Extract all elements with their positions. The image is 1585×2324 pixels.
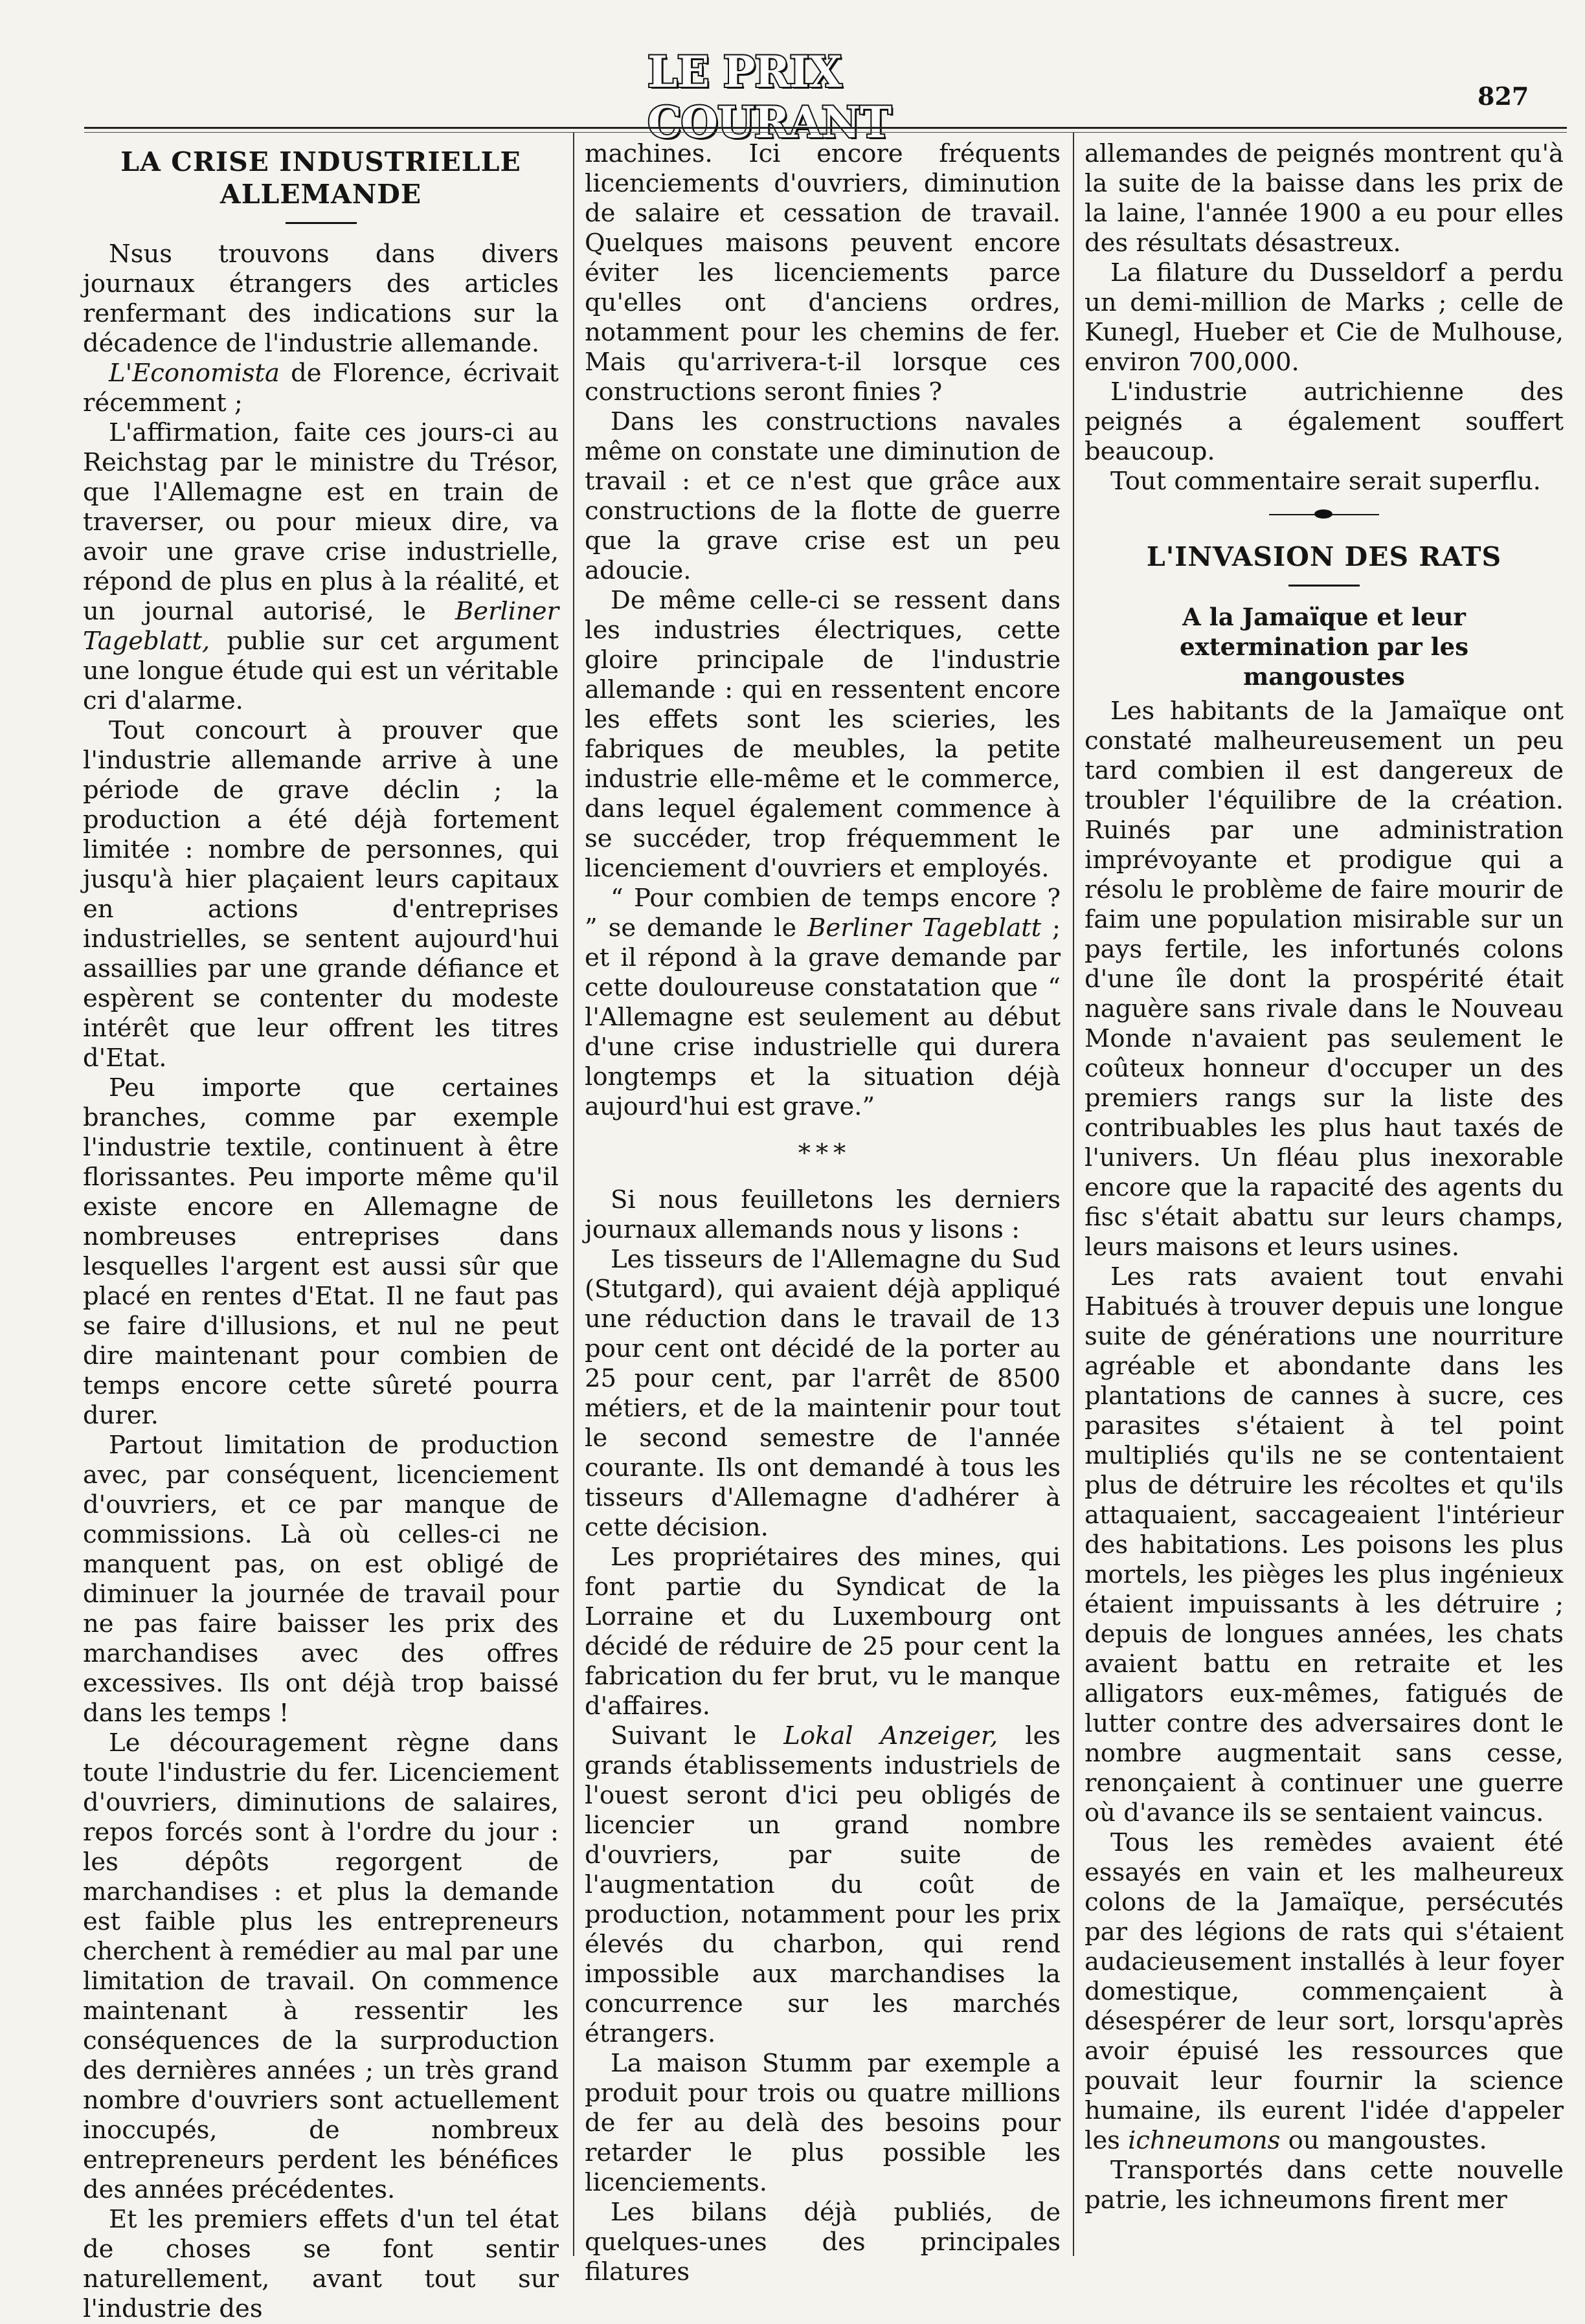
paragraph: Nsus trouvons dans divers journaux étrangers des articles renfermant des indications sur la décadence de l'industrie allemande. [83,240,559,358]
title-rule [286,222,357,224]
paragraph: Tout concourt à prouver que l'industrie allemande arrive à une période de grave déclin ; la production a été déjà fortement limitée : nombre de personnes, qui jusqu'à hier plaçaient leurs capitaux en actions d'entreprises industrielles, se sentent aujourd'hui assaillies par une grande défiance et espèrent se contenter du modeste intérêt que leur offrent les titres d'Etat. [83,716,559,1073]
italic-text: L'Economista [109,359,280,388]
column-1 [83,139,559,2323]
italic-text: Lokal Anzeiger, [783,1721,998,1750]
paragraph: Partout limitation de production avec, par conséquent, licenciement d'ouvriers, et ce par manque de commissions. Là où celles-ci ne manquent pas, on est obligé de diminuer la journée de travail pour ne pas faire baisser les prix des marchandises avec des offres excessives. Ils ont déjà trop baissé dans les temps ! [83,1431,559,1728]
italic-text: Berliner Tageblatt, [83,597,559,656]
paragraph: La filature du Dusseldorf a perdu un demi-million de Marks ; celle de Kunegl, Hueber et Cie de Mulhouse, environ 700,000. [1085,258,1564,377]
paragraph: Et les premiers effets d'un tel état de choses se font sentir naturellement, avant tout sur l'industrie des [83,2205,559,2323]
paragraph: L'Economista de Florence, écrivait récemment ; [83,359,559,418]
paragraph: Suivant le Lokal Anzeiger, les grands établissements industriels de l'ouest seront d'ici peu obligés de licencier un grand nombre d'ouvriers, par suite de l'augmentation du coût de production, notamment pour les prix élevés du charbon, qui rend impossible aux marchandises la concurrence sur les marchés étrangers. [585,1721,1061,2048]
italic-text: ichneumons [1128,2126,1281,2155]
page-number: 827 [1478,82,1529,111]
paragraph: Peu importe que certaines branches, comme par exemple l'industrie textile, continuent à être florissantes. Peu importe même qu'il existe encore en Allemagne de nombreuses entreprises dans lesquelles l'argent est aussi sûr que placé en rentes d'Etat. Il ne faut pas se faire d'illusions, et nul ne peut dire maintenant pour combien de temps encore cette sûreté pourra durer. [83,1073,559,1430]
paragraph: Si nous feuilletons les derniers journaux allemands nous y lisons : [585,1185,1061,1244]
paragraph: machines. Ici encore fréquents licenciements d'ouvriers, diminution de salaire et cessation de travail. Quelques maisons peuvent encore éviter les licenciements parce qu'elles ont d'anciens ordres, notamment pour les chemins de fer. Mais qu'arrivera-t-il lorsque ces constructions seront finies ? [585,139,1061,407]
paragraph: Dans les constructions navales même on constate une diminution de travail : et ce n'est que grâce aux constructions de la flotte de guerre que la grave crise est un peu adoucie. [585,407,1061,585]
masthead-logo [647,47,984,148]
paragraph: L'industrie autrichienne des peignés a également souffert beaucoup. [1085,377,1564,466]
ornament-divider [1269,508,1379,521]
article-title-rats: L'INVASION DES RATS [1146,541,1502,572]
paragraph: Les propriétaires des mines, qui font partie du Syndicat de la Lorraine et du Luxembourg ont décidé de réduire de 25 pour cent la fabrication du fer brut, vu le manque d'affaires. [585,1543,1061,1721]
header-rule-thin [84,132,1567,133]
paragraph: Le découragement règne dans toute l'industrie du fer. Licenciement d'ouvriers, diminutions de salaires, repos forcés sont à l'ordre du jour : les dépôts regorgent de marchandises : et plus la demande est faible plus les entrepreneurs cherchent à remédier au mal par une limitation de travail. On commence maintenant à ressentir les conséquences de la surproduction des dernières années ; un très grand nombre d'ouvriers sont actuellement inoccupés, de nombreux entrepreneurs perdent les bénéfices des années précédentes. [83,1728,559,2204]
paragraph: Transportés dans cette nouvelle patrie, les ichneumons firent mer [1085,2156,1564,2215]
column-3 [1085,139,1564,2256]
header-rule [84,127,1567,129]
column-divider-2 [1073,133,1074,2256]
paragraph: Les habitants de la Jamaïque ont constaté malheureusement un peu tard combien il est dangereux de troubler l'équilibre de la création. Ruinés par une administration imprévoyante et prodigue qui a résolu le problème de faire mourir de faim une population misirable sur un pays fertile, les infortunés colons d'une île dont la prospérité était naguère sans rivale dans le Nouveau Monde n'avaient pas seulement le coûteux honneur d'occuper un des premiers rangs sur la liste des contribuables les plus haut taxés de l'univers. Un fléau plus inexorable encore que la rapacité des agents du fisc s'était abattu sur leurs champs, leurs maisons et leurs usines. [1085,697,1564,1262]
paragraph: Tous les remèdes avaient été essayés en vain et les malheureux colons de la Jamaïque, persécutés par des légions de rats qui s'étaient audacieusement installés à leur foyer domestique, commençaient à désespérer de leur sort, lorsqu'après avoir épuisé les ressources que pouvait leur fournir la science humaine, ils eurent l'idée d'appeler les ichneumons ou mangoustes. [1085,1828,1564,2155]
article-subtitle: A la Jamaïque et leur extermination par les mangoustes [1179,603,1469,691]
title-rule [1288,585,1360,587]
paragraph: allemandes de peignés montrent qu'à la suite de la baisse dans les prix de la laine, l'année 1900 a eu pour elles des résultats désastreux. [1085,139,1564,258]
paragraph: Les rats avaient tout envahi Habitués à trouver depuis une longue suite de générations une nourriture agréable et abondante dans les plantations de cannes à sucre, ces parasites s'étaient à tel point multipliés qu'ils ne se contentaient plus de détruire les récoltes et qu'ils attaquaient, saccageaient l'intérieur des habitations. Les poisons les plus mortels, les pièges les plus ingénieux étaient impuissants à les détruire ; depuis de longues années, les chats avaient battu en retraite et les alligators eux-mêmes, fatigués de lutter contre des adversaires dont le nombre augmentait sans cesse, renonçaient à continuer une guerre où d'avance ils se sentaient vaincus. [1085,1262,1564,1827]
column-2 [585,139,1061,2286]
paragraph: “ Pour combien de temps encore ? ” se demande le Berliner Tageblatt ; et il répond à la grave demande par cette douloureuse constatation que “ l'Allemagne est seulement au début d'une crise industrielle qui durera longtemps et la situation déjà aujourd'hui est grave.” [585,884,1061,1121]
paragraph: Les bilans déjà publiés, de quelques-unes des principales filatures [585,2198,1061,2286]
column-divider-1 [573,133,574,2256]
paragraph: De même celle-ci se ressent dans les industries électriques, cette gloire principale de l'industrie allemande : qui en ressentent encore les effets sont les scieries, les fabriques de meubles, la petite industrie elle-même et le commerce, dans lequel également commence à se succéder, trop fréquemment le licenciement d'ouvriers et employés. [585,586,1061,883]
masthead-title: LE PRIX COURANT [647,47,892,148]
article-title-crise: LA CRISE INDUSTRIELLE ALLEMANDE [120,146,521,210]
italic-text: Berliner Tageblatt [807,913,1042,943]
section-separator-stars: * * * [798,1139,848,1168]
paragraph: Les tisseurs de l'Allemagne du Sud (Stutgard), qui avaient déjà appliqué une réduction dans le travail de 13 pour cent ont décidé de la porter au 25 pour cent, par l'arrêt de 8500 métiers, et de la maintenir pour tout le second semestre de l'année courante. Ils ont demandé à tous les tisseurs d'Allemagne d'adhérer à cette décision. [585,1245,1061,1542]
paragraph: L'affirmation, faite ces jours-ci au Reichstag par le ministre du Trésor, que l'Allemagne est en train de traverser, ou pour mieux dire, va avoir une grave crise industrielle, répond de plus en plus à la réalité, et un journal autorisé, le Berliner Tageblatt, publie sur cet argument une longue étude qui est un véritable cri d'alarme. [83,418,559,715]
paragraph: Tout commentaire serait superflu. [1110,467,1541,496]
paragraph: La maison Stumm par exemple a produit pour trois ou quatre millions de fer au delà des besoins pour retarder le plus possible les licenciements. [585,2049,1061,2197]
